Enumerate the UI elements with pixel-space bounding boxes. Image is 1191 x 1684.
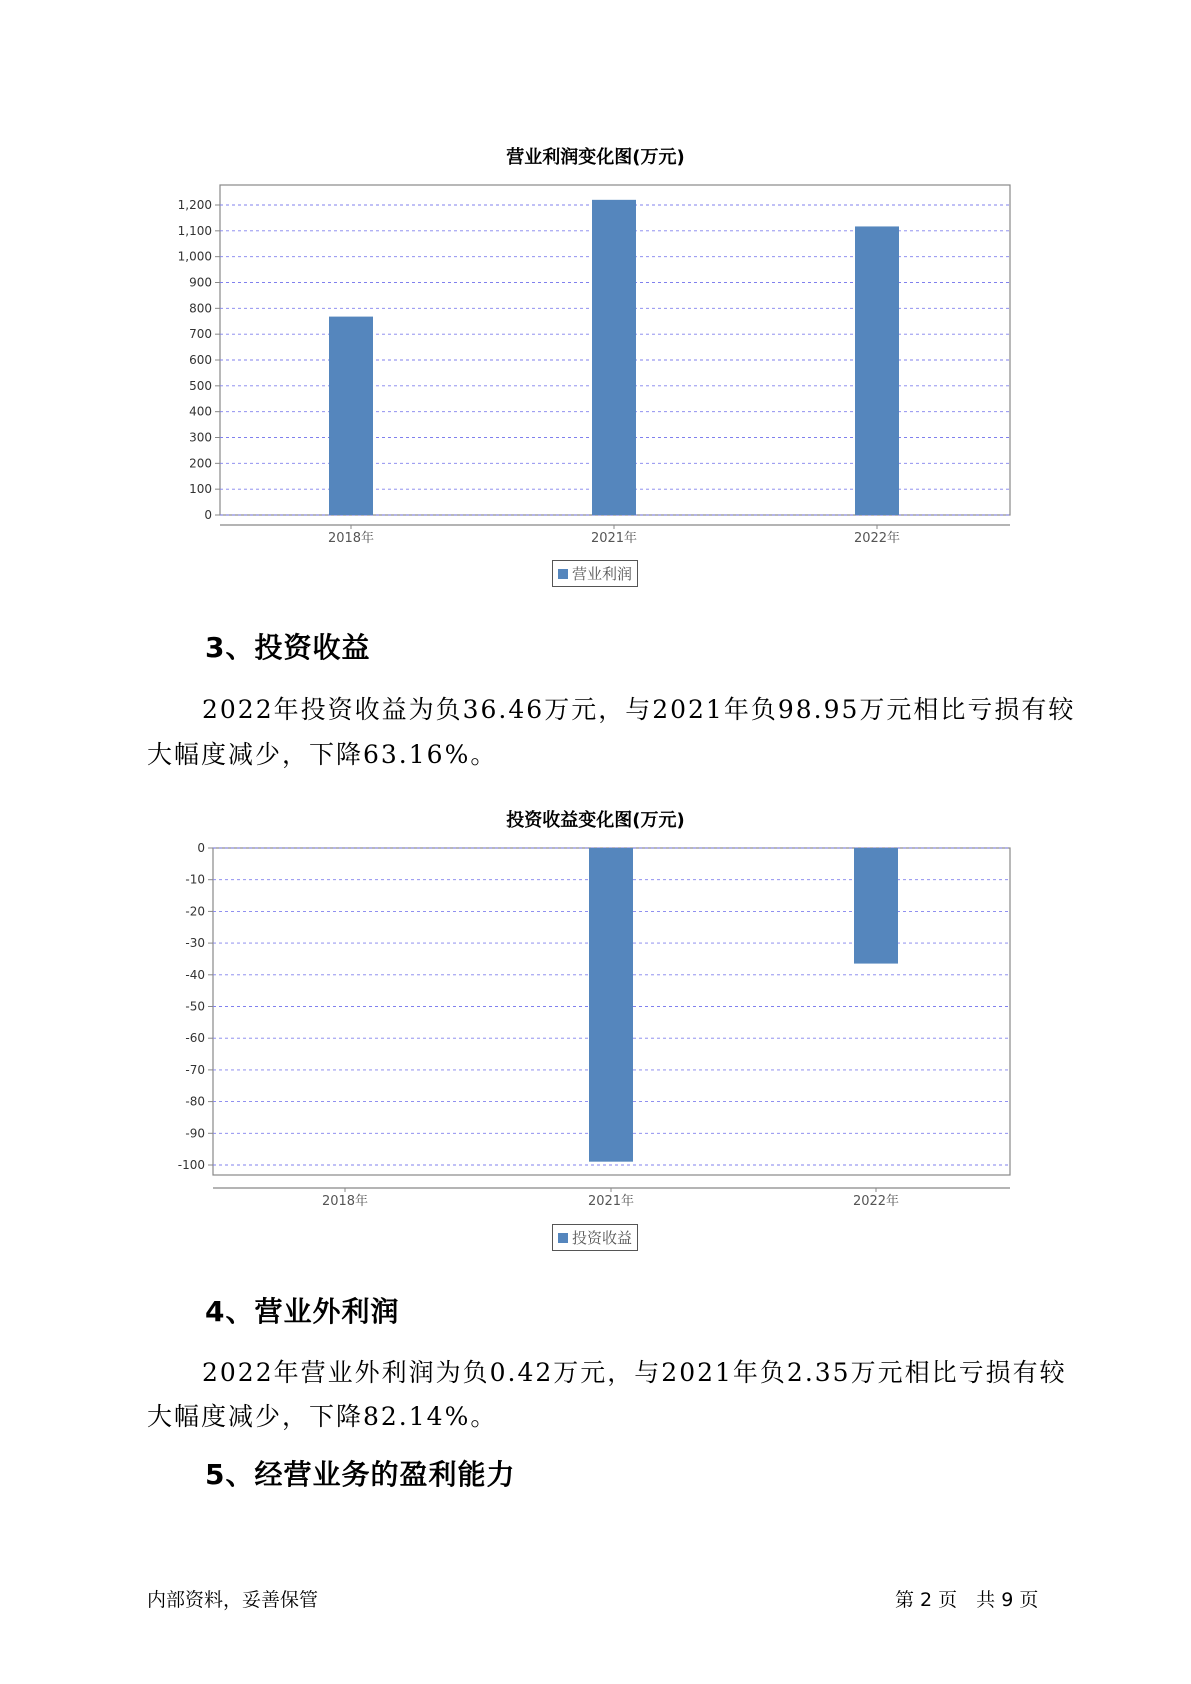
y-tick-label: 1,000 (177, 249, 212, 264)
footer-confidential-note: 内部资料，妥善保管 (147, 1589, 319, 1611)
y-tick-label: 200 (189, 456, 212, 471)
y-tick-label: 700 (189, 327, 212, 342)
y-tick-label: -40 (185, 967, 205, 982)
chart1-legend (552, 560, 638, 587)
investment-income-chart (0, 835, 1191, 1215)
y-tick-label: -100 (177, 1158, 205, 1172)
bar-2022年 (855, 226, 899, 515)
x-tick-label: 2022年 (853, 531, 901, 546)
chart2-legend (552, 1224, 638, 1251)
chart1-legend-label: 营业利润 (572, 565, 633, 583)
y-tick-label: 1,100 (177, 223, 212, 238)
y-tick-label: 0 (204, 508, 212, 522)
bar-2021年 (589, 848, 633, 1162)
y-tick-label: -80 (185, 1094, 205, 1109)
bar-2018年 (329, 317, 373, 515)
bar-2021年 (592, 200, 636, 515)
y-tick-label: 0 (197, 841, 205, 855)
chart1-legend-swatch (558, 569, 568, 579)
section-4-paragraph-line1: 2022年营业外利润为负0.42万元，与2021年负2.35万元相比亏损有较 (202, 1358, 1067, 1387)
x-tick-label: 2021年 (590, 531, 638, 546)
y-tick-label: -70 (185, 1062, 205, 1077)
y-tick-label: 900 (189, 275, 212, 290)
chart1-title: 营业利润变化图(万元) (506, 147, 685, 168)
y-tick-label: 100 (189, 482, 212, 497)
y-tick-label: -20 (185, 904, 205, 919)
y-tick-label: 300 (189, 430, 212, 445)
section-4-paragraph-line2: 大幅度减少，下降82.14%。 (147, 1402, 498, 1431)
section-3-paragraph-line2: 大幅度减少，下降63.16%。 (147, 740, 498, 769)
section-3-heading: 3、投资收益 (205, 631, 371, 664)
x-tick-label: 2018年 (327, 531, 375, 546)
section-5-heading: 5、经营业务的盈利能力 (205, 1458, 516, 1491)
y-tick-label: 500 (189, 378, 212, 393)
x-tick-label: 2021年 (587, 1194, 635, 1209)
y-tick-label: 600 (189, 353, 212, 367)
y-tick-label: -50 (185, 999, 205, 1014)
section-4-heading: 4、营业外利润 (205, 1295, 400, 1328)
chart2-legend-swatch (558, 1233, 568, 1243)
x-tick-label: 2018年 (321, 1194, 369, 1209)
bar-2022年 (854, 848, 898, 964)
y-tick-label: -60 (185, 1031, 205, 1046)
y-tick-label: 800 (189, 301, 212, 316)
x-tick-label: 2022年 (852, 1194, 900, 1209)
operating-profit-chart (0, 170, 1191, 550)
chart2-legend-label: 投资收益 (572, 1229, 633, 1247)
chart2-title: 投资收益变化图(万元) (506, 810, 685, 831)
y-tick-label: -10 (185, 872, 205, 887)
y-tick-label: -90 (185, 1126, 205, 1141)
y-tick-label: -30 (185, 936, 205, 951)
footer-page-number: 第 2 页 共 9 页 (895, 1589, 1039, 1611)
section-3-paragraph-line1: 2022年投资收益为负36.46万元，与2021年负98.95万元相比亏损有较 (202, 695, 1076, 724)
y-tick-label: 400 (189, 404, 212, 419)
y-tick-label: 1,200 (177, 198, 212, 212)
